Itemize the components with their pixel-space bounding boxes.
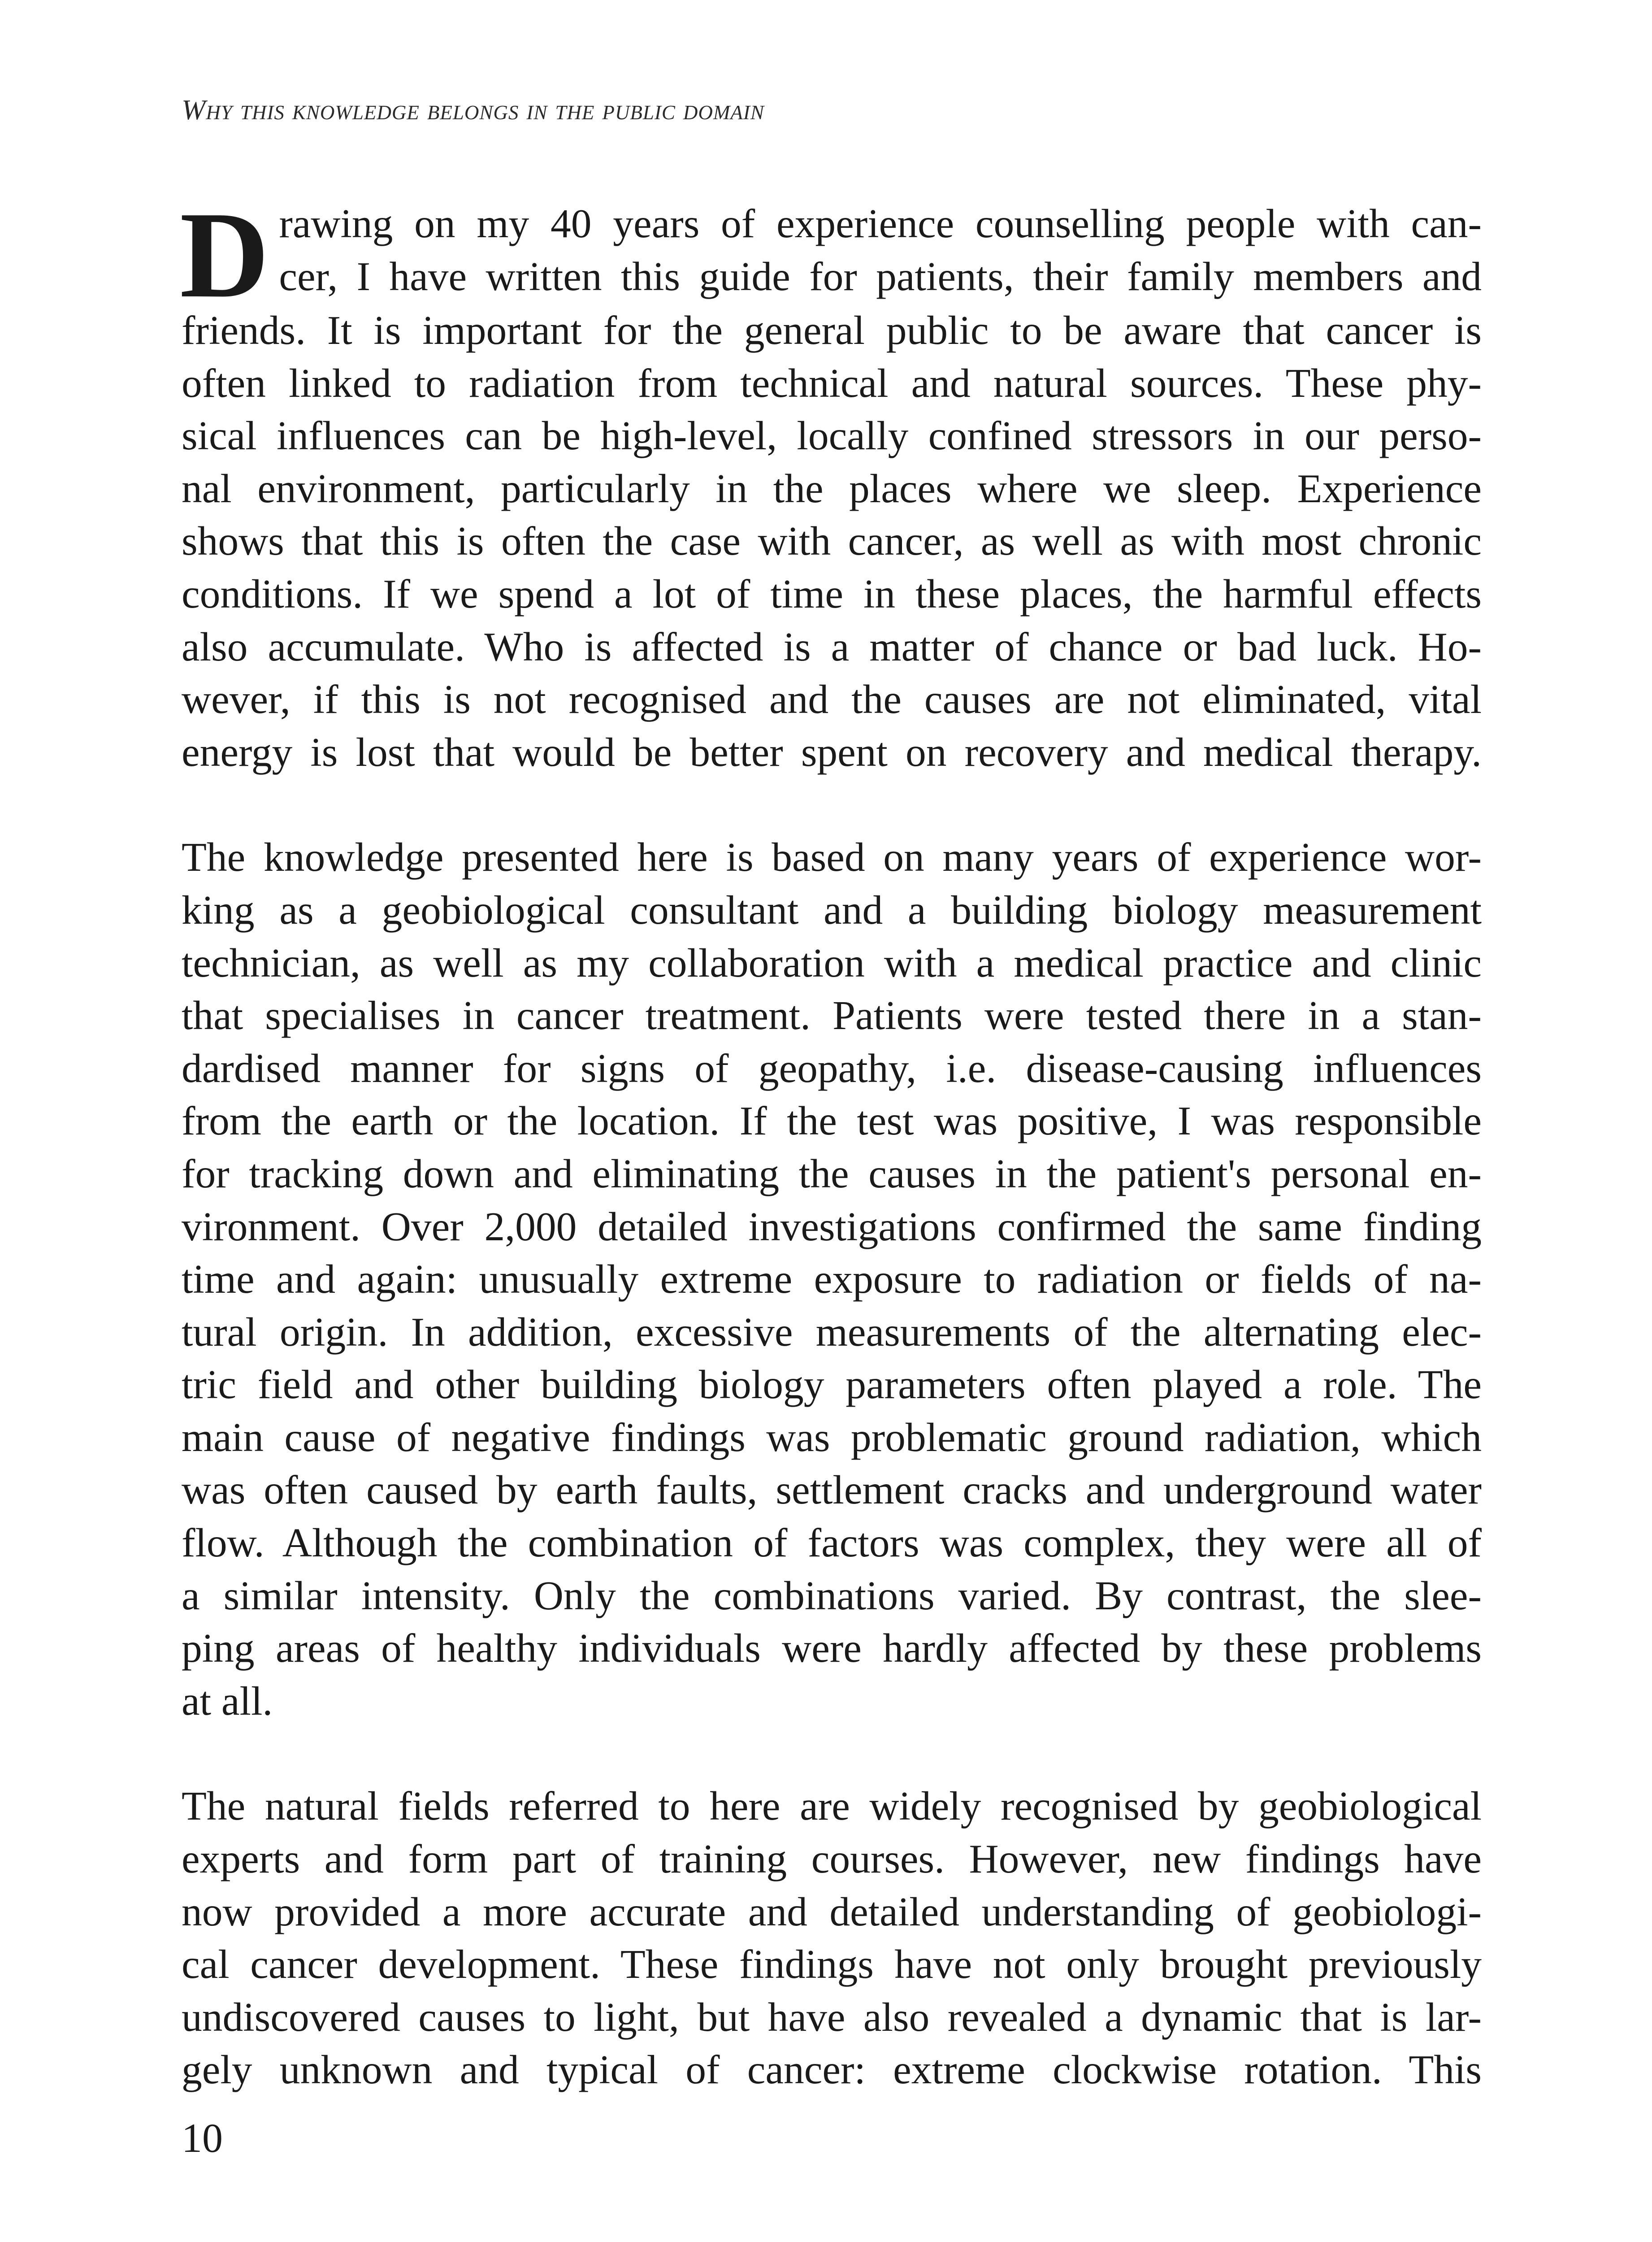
text-line: experts and form part of training courses. However, new findings have [182, 1836, 1482, 1882]
text-line: now provided a more accurate and detailed understanding of geobiologi- [182, 1888, 1482, 1934]
text-line: energy is lost that would be better spent on recovery and medical therapy. [182, 729, 1482, 775]
text-line: The knowledge presented here is based on many years of experience wor- [182, 834, 1482, 880]
page-number: 10 [182, 2115, 223, 2161]
text-line: for tracking down and eliminating the causes in the patient's personal en- [182, 1150, 1482, 1196]
text-line: main cause of negative findings was problematic ground radiation, which [182, 1414, 1482, 1460]
text-line: a similar intensity. Only the combinations varied. By contrast, the slee- [182, 1572, 1482, 1618]
text-line: from the earth or the location. If the test was positive, I was responsible [182, 1098, 1482, 1144]
text-line: king as a geobiological consultant and a building biology measurement [182, 886, 1482, 933]
text-line: tural origin. In addition, excessive measurements of the alternating elec- [182, 1308, 1482, 1355]
text-line: time and again: unusually extreme exposure to radiation or fields of na- [182, 1256, 1482, 1302]
paragraph-3 [182, 1780, 1482, 2096]
text-line: flow. Although the combination of factors was complex, they were all of [182, 1520, 1482, 1566]
running-head: Why this knowledge belongs in the public domain [182, 94, 764, 126]
text-line: nal environment, particularly in the places where we sleep. Experience [182, 465, 1482, 511]
text-line: often linked to radiation from technical and natural sources. These phy- [182, 360, 1482, 406]
body-text [180, 186, 1482, 2096]
text-line: dardised manner for signs of geopathy, i.e. disease-causing influences [182, 1045, 1482, 1091]
text-line: rawing on my 40 years of experience counselling people with can- [279, 200, 1482, 246]
text-line: friends. It is important for the general public to be aware that cancer is [182, 307, 1482, 353]
text-line: undiscovered causes to light, but have also revealed a dynamic that is lar- [182, 1994, 1482, 2040]
text-line: cal cancer development. These findings have not only brought previously [182, 1941, 1482, 1987]
text-line: cer, I have written this guide for patients, their family members and [279, 253, 1482, 299]
text-line: shows that this is often the case with cancer, as well as with most chronic [182, 518, 1482, 564]
text-line: also accumulate. Who is affected is a matter of chance or bad luck. Ho- [182, 623, 1482, 669]
text-line: vironment. Over 2,000 detailed investigations confirmed the same finding [182, 1203, 1482, 1249]
text-line: The natural fields referred to here are widely recognised by geobiological [182, 1783, 1482, 1829]
text-line: wever, if this is not recognised and the causes are not eliminated, vital [182, 676, 1482, 722]
paragraph-1 [180, 186, 1482, 778]
text-line: ping areas of healthy individuals were hardly affected by these problems [182, 1625, 1482, 1671]
text-line: tric field and other building biology parameters often played a role. The [182, 1361, 1482, 1408]
text-line: that specialises in cancer treatment. Patients were tested there in a stan- [182, 992, 1482, 1038]
paragraph-2 [182, 831, 1482, 1727]
text-line: gely unknown and typical of cancer: extreme clockwise rotation. This [182, 2046, 1482, 2093]
drop-cap: D [180, 186, 269, 323]
text-line: sical influences can be high-level, locally confined stressors in our perso- [182, 413, 1482, 459]
text-line: technician, as well as my collaboration with a medical practice and clinic [182, 939, 1482, 986]
text-line: conditions. If we spend a lot of time in these places, the harmful effects [182, 570, 1482, 617]
text-line: at all. [182, 1677, 273, 1724]
text-line: was often caused by earth faults, settlement cracks and underground water [182, 1467, 1482, 1513]
